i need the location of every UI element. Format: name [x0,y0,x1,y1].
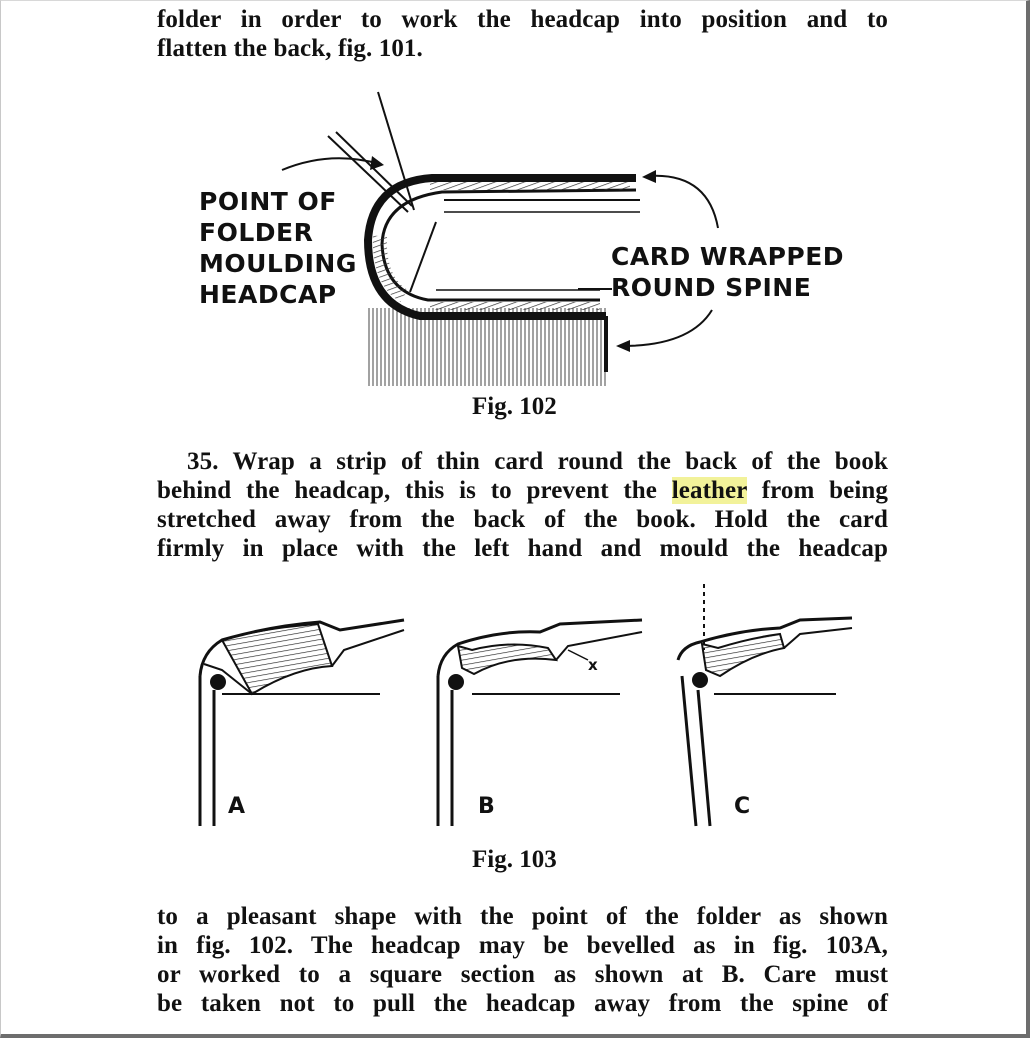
label-line: CARD WRAPPED [611,242,845,271]
text-segment: behind the headcap, this is to prevent the [157,477,672,504]
label-line: HEADCAP [199,280,337,309]
fig-103-caption: Fig. 103 [472,846,557,873]
label-line: FOLDER [199,218,314,247]
text-line: flatten the back, fig. 101. [157,35,423,62]
label-line: MOULDING [199,249,357,278]
fig-102-caption: Fig. 102 [472,393,557,420]
highlighted-word: leather [671,477,747,504]
text-line: folder in order to work the headcap into position and to [157,6,888,33]
label-line: ROUND SPINE [611,273,812,302]
fig-103-label-b: B [478,794,495,819]
text-line: 35. Wrap a strip of thin card round the back of the book [187,448,888,475]
label-line: POINT OF [199,187,337,216]
text-line: in fig. 102. The headcap may be bevelled as in fig. 103A, [157,932,888,959]
fig-103-label-a: A [228,794,246,819]
fig-103-mark-x: x [588,656,598,674]
text-line: firmly in place with the left hand and mould the headcap [157,535,888,562]
text-line: or worked to a square section as shown at B. Care must [157,961,888,988]
text-line: be taken not to pull the headcap away from the spine of [157,990,888,1017]
text-segment: from being [746,477,888,504]
fig-103-label-c: C [734,794,751,819]
text-line: stretched away from the back of the book. Hold the card [157,506,888,533]
text-line: to a pleasant shape with the point of the folder as shown [157,903,888,930]
